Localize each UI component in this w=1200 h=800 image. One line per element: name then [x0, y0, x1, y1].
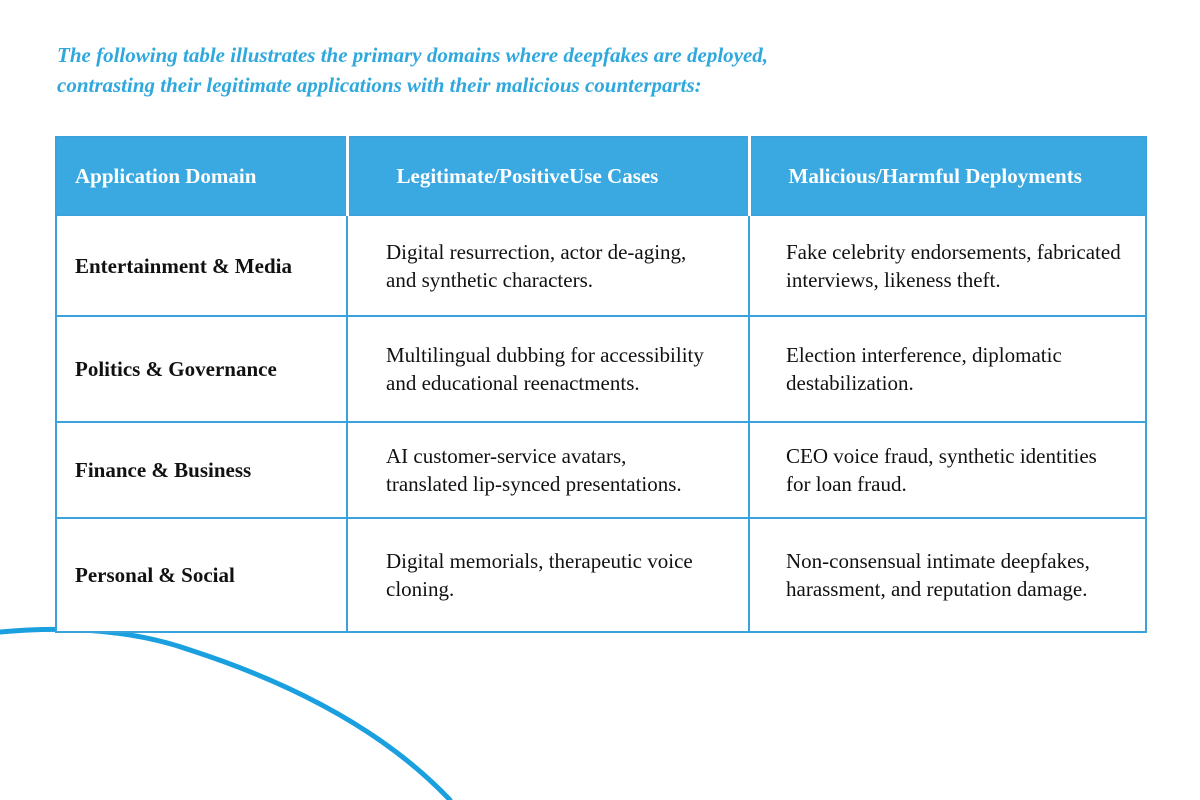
- legitimate-cell: Digital memorials, therapeutic voice cloning.: [347, 518, 749, 632]
- legitimate-cell: Multilingual dubbing for accessibility and educational reenactments.: [347, 316, 749, 422]
- intro-line-1: The following table illustrates the primary domains where deepfakes are deployed,: [57, 43, 769, 67]
- intro-line-2: contrasting their legitimate applications with their malicious counterparts:: [57, 73, 702, 97]
- domain-cell: Finance & Business: [56, 422, 347, 518]
- malicious-cell: Election interference, diplomatic destabilization.: [749, 316, 1146, 422]
- table-row: [56, 316, 1146, 422]
- domain-cell: Politics & Governance: [56, 316, 347, 422]
- table-row: [56, 215, 1146, 316]
- header-malicious-deployments: Malicious/Harmful Deployments: [749, 137, 1146, 215]
- malicious-cell: Fake celebrity endorsements, fabricated interviews, likeness theft.: [749, 215, 1146, 316]
- table-row: [56, 422, 1146, 518]
- domain-cell: Entertainment & Media: [56, 215, 347, 316]
- malicious-cell: Non-consensual intimate deepfakes, harassment, and reputation damage.: [749, 518, 1146, 632]
- deepfake-domains-table: [55, 136, 1147, 633]
- table-row: [56, 518, 1146, 632]
- table-header-row: [56, 137, 1146, 215]
- legitimate-cell: AI customer-service avatars, translated lip-synced presentations.: [347, 422, 749, 518]
- malicious-cell: CEO voice fraud, synthetic identities for loan fraud.: [749, 422, 1146, 518]
- header-application-domain: Application Domain: [56, 137, 347, 215]
- domain-cell: Personal & Social: [56, 518, 347, 632]
- legitimate-cell: Digital resurrection, actor de-aging, and synthetic characters.: [347, 215, 749, 316]
- intro-paragraph: [57, 40, 1057, 100]
- header-legitimate-use-cases: Legitimate/PositiveUse Cases: [347, 137, 749, 215]
